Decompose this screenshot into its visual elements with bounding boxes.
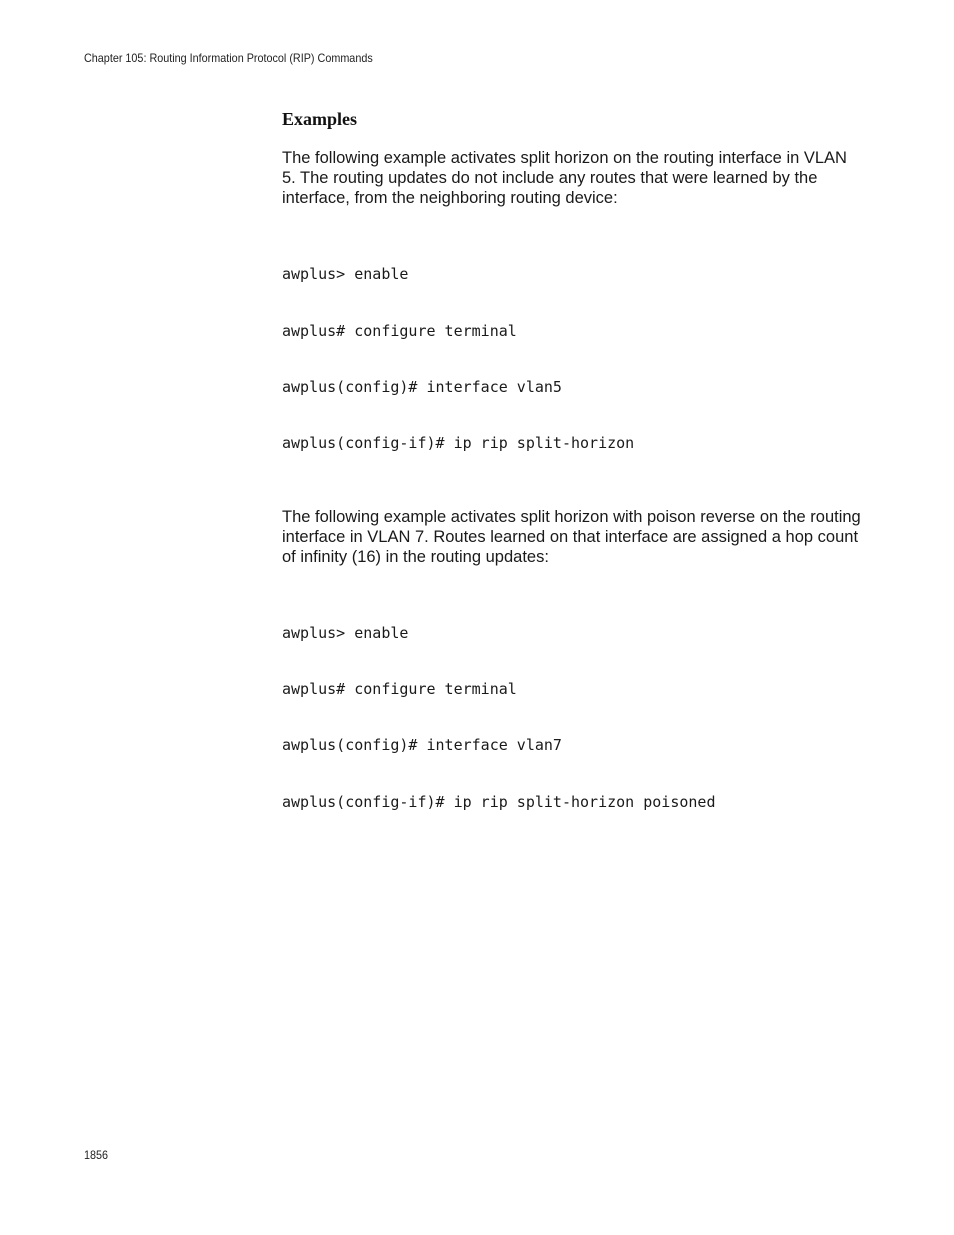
- page-number: 1856: [84, 1148, 109, 1162]
- code-line: awplus(config)# interface vlan5: [282, 377, 562, 396]
- code-line: awplus(config-if)# ip rip split-horizon poisoned: [282, 792, 716, 811]
- page-content: [282, 107, 862, 849]
- code-line: awplus# configure terminal: [282, 321, 517, 340]
- example-2-code-block: [282, 587, 862, 849]
- code-line: awplus# configure terminal: [282, 680, 517, 699]
- running-header: Chapter 105: Routing Information Protocol (RIP) Commands: [84, 51, 373, 65]
- example-1-code-block: [282, 228, 862, 490]
- section-heading: Examples: [282, 109, 358, 129]
- code-line: awplus> enable: [282, 265, 409, 284]
- example-1-description: The following example activates split horizon on the routing interface in VLAN 5. The routing updates do not include any routes that were learned by the interface, from the neighboring routing device:: [282, 149, 847, 207]
- example-2-description: The following example activates split horizon with poison reverse on the routing interface in VLAN 7. Routes learned on that interface are assigned a hop count of infinity (16) in the routing updates:: [282, 507, 861, 566]
- code-line: awplus> enable: [282, 624, 409, 643]
- code-line: awplus(config-if)# ip rip split-horizon: [282, 433, 635, 452]
- code-line: awplus(config)# interface vlan7: [282, 736, 562, 755]
